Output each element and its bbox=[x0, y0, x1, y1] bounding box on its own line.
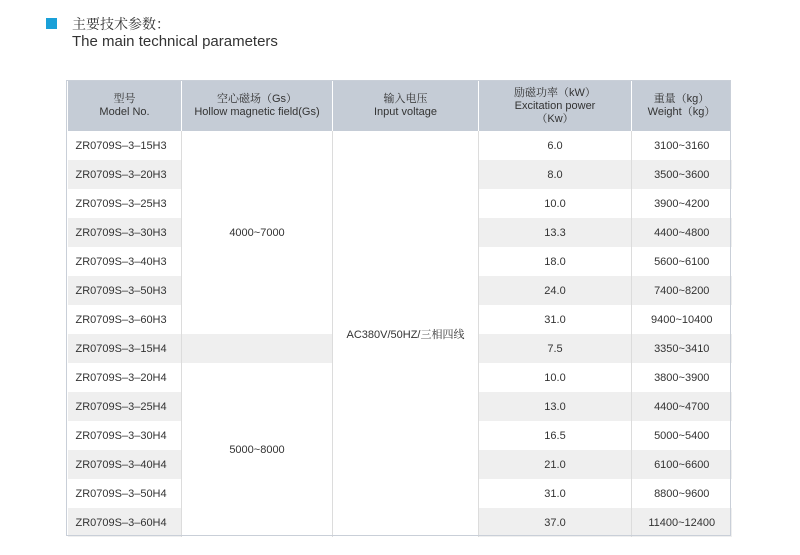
weight-cell: 11400~12400 bbox=[632, 508, 732, 537]
model-cell: ZR0709S–3–30H3 bbox=[68, 218, 182, 247]
weight-cell: 4400~4800 bbox=[632, 218, 732, 247]
power-cell: 7.5 bbox=[479, 334, 632, 363]
weight-cell: 9400~10400 bbox=[632, 305, 732, 334]
weight-cell: 3900~4200 bbox=[632, 189, 732, 218]
field-group-cell: 5000~8000 bbox=[182, 363, 333, 537]
weight-cell: 7400~8200 bbox=[632, 276, 732, 305]
power-cell: 37.0 bbox=[479, 508, 632, 537]
model-cell: ZR0709S–3–40H4 bbox=[68, 450, 182, 479]
table-row bbox=[68, 131, 732, 160]
power-cell: 18.0 bbox=[479, 247, 632, 276]
power-cell: 10.0 bbox=[479, 363, 632, 392]
input-voltage-cell: AC380V/50HZ/三相四线 bbox=[333, 131, 479, 537]
header-input-voltage: 输入电压 Input voltage bbox=[333, 81, 479, 131]
power-cell: 24.0 bbox=[479, 276, 632, 305]
weight-cell: 6100~6600 bbox=[632, 450, 732, 479]
table-header-row bbox=[68, 81, 732, 131]
heading-title-cn: 主要技术参数： bbox=[72, 16, 170, 32]
power-cell: 31.0 bbox=[479, 305, 632, 334]
heading-title-en: The main technical parameters bbox=[72, 33, 278, 50]
model-cell: ZR0709S–3–50H4 bbox=[68, 479, 182, 508]
model-cell: ZR0709S–3–30H4 bbox=[68, 421, 182, 450]
model-cell: ZR0709S–3–25H4 bbox=[68, 392, 182, 421]
field-group-cell: 4000~7000 bbox=[182, 131, 333, 334]
weight-cell: 5600~6100 bbox=[632, 247, 732, 276]
weight-cell: 5000~5400 bbox=[632, 421, 732, 450]
weight-cell: 3800~3900 bbox=[632, 363, 732, 392]
power-cell: 13.3 bbox=[479, 218, 632, 247]
weight-cell: 3350~3410 bbox=[632, 334, 732, 363]
model-cell: ZR0709S–3–50H3 bbox=[68, 276, 182, 305]
model-cell: ZR0709S–3–20H3 bbox=[68, 160, 182, 189]
model-cell: ZR0709S–3–25H3 bbox=[68, 189, 182, 218]
model-cell: ZR0709S–3–60H4 bbox=[68, 508, 182, 537]
power-cell: 21.0 bbox=[479, 450, 632, 479]
power-cell: 8.0 bbox=[479, 160, 632, 189]
power-cell: 6.0 bbox=[479, 131, 632, 160]
model-cell: ZR0709S–3–15H3 bbox=[68, 131, 182, 160]
square-bullet-icon bbox=[46, 18, 57, 29]
power-cell: 31.0 bbox=[479, 479, 632, 508]
header-model: 型号 Model No. bbox=[68, 81, 182, 131]
model-cell: ZR0709S–3–60H3 bbox=[68, 305, 182, 334]
weight-cell: 3100~3160 bbox=[632, 131, 732, 160]
weight-cell: 4400~4700 bbox=[632, 392, 732, 421]
header-weight: 重量（kg） Weight（kg） bbox=[632, 81, 732, 131]
power-cell: 16.5 bbox=[479, 421, 632, 450]
model-cell: ZR0709S–3–15H4 bbox=[68, 334, 182, 363]
header-excitation-power: 励磁功率（kW） Excitation power （Kw） bbox=[479, 81, 632, 131]
weight-cell: 8800~9600 bbox=[632, 479, 732, 508]
parameters-table bbox=[67, 81, 732, 537]
model-cell: ZR0709S–3–40H3 bbox=[68, 247, 182, 276]
model-cell: ZR0709S–3–20H4 bbox=[68, 363, 182, 392]
weight-cell: 3500~3600 bbox=[632, 160, 732, 189]
header-hollow-field: 空心磁场（Gs） Hollow magnetic field(Gs) bbox=[182, 81, 333, 131]
field-gap-cell bbox=[182, 334, 333, 363]
power-cell: 13.0 bbox=[479, 392, 632, 421]
power-cell: 10.0 bbox=[479, 189, 632, 218]
